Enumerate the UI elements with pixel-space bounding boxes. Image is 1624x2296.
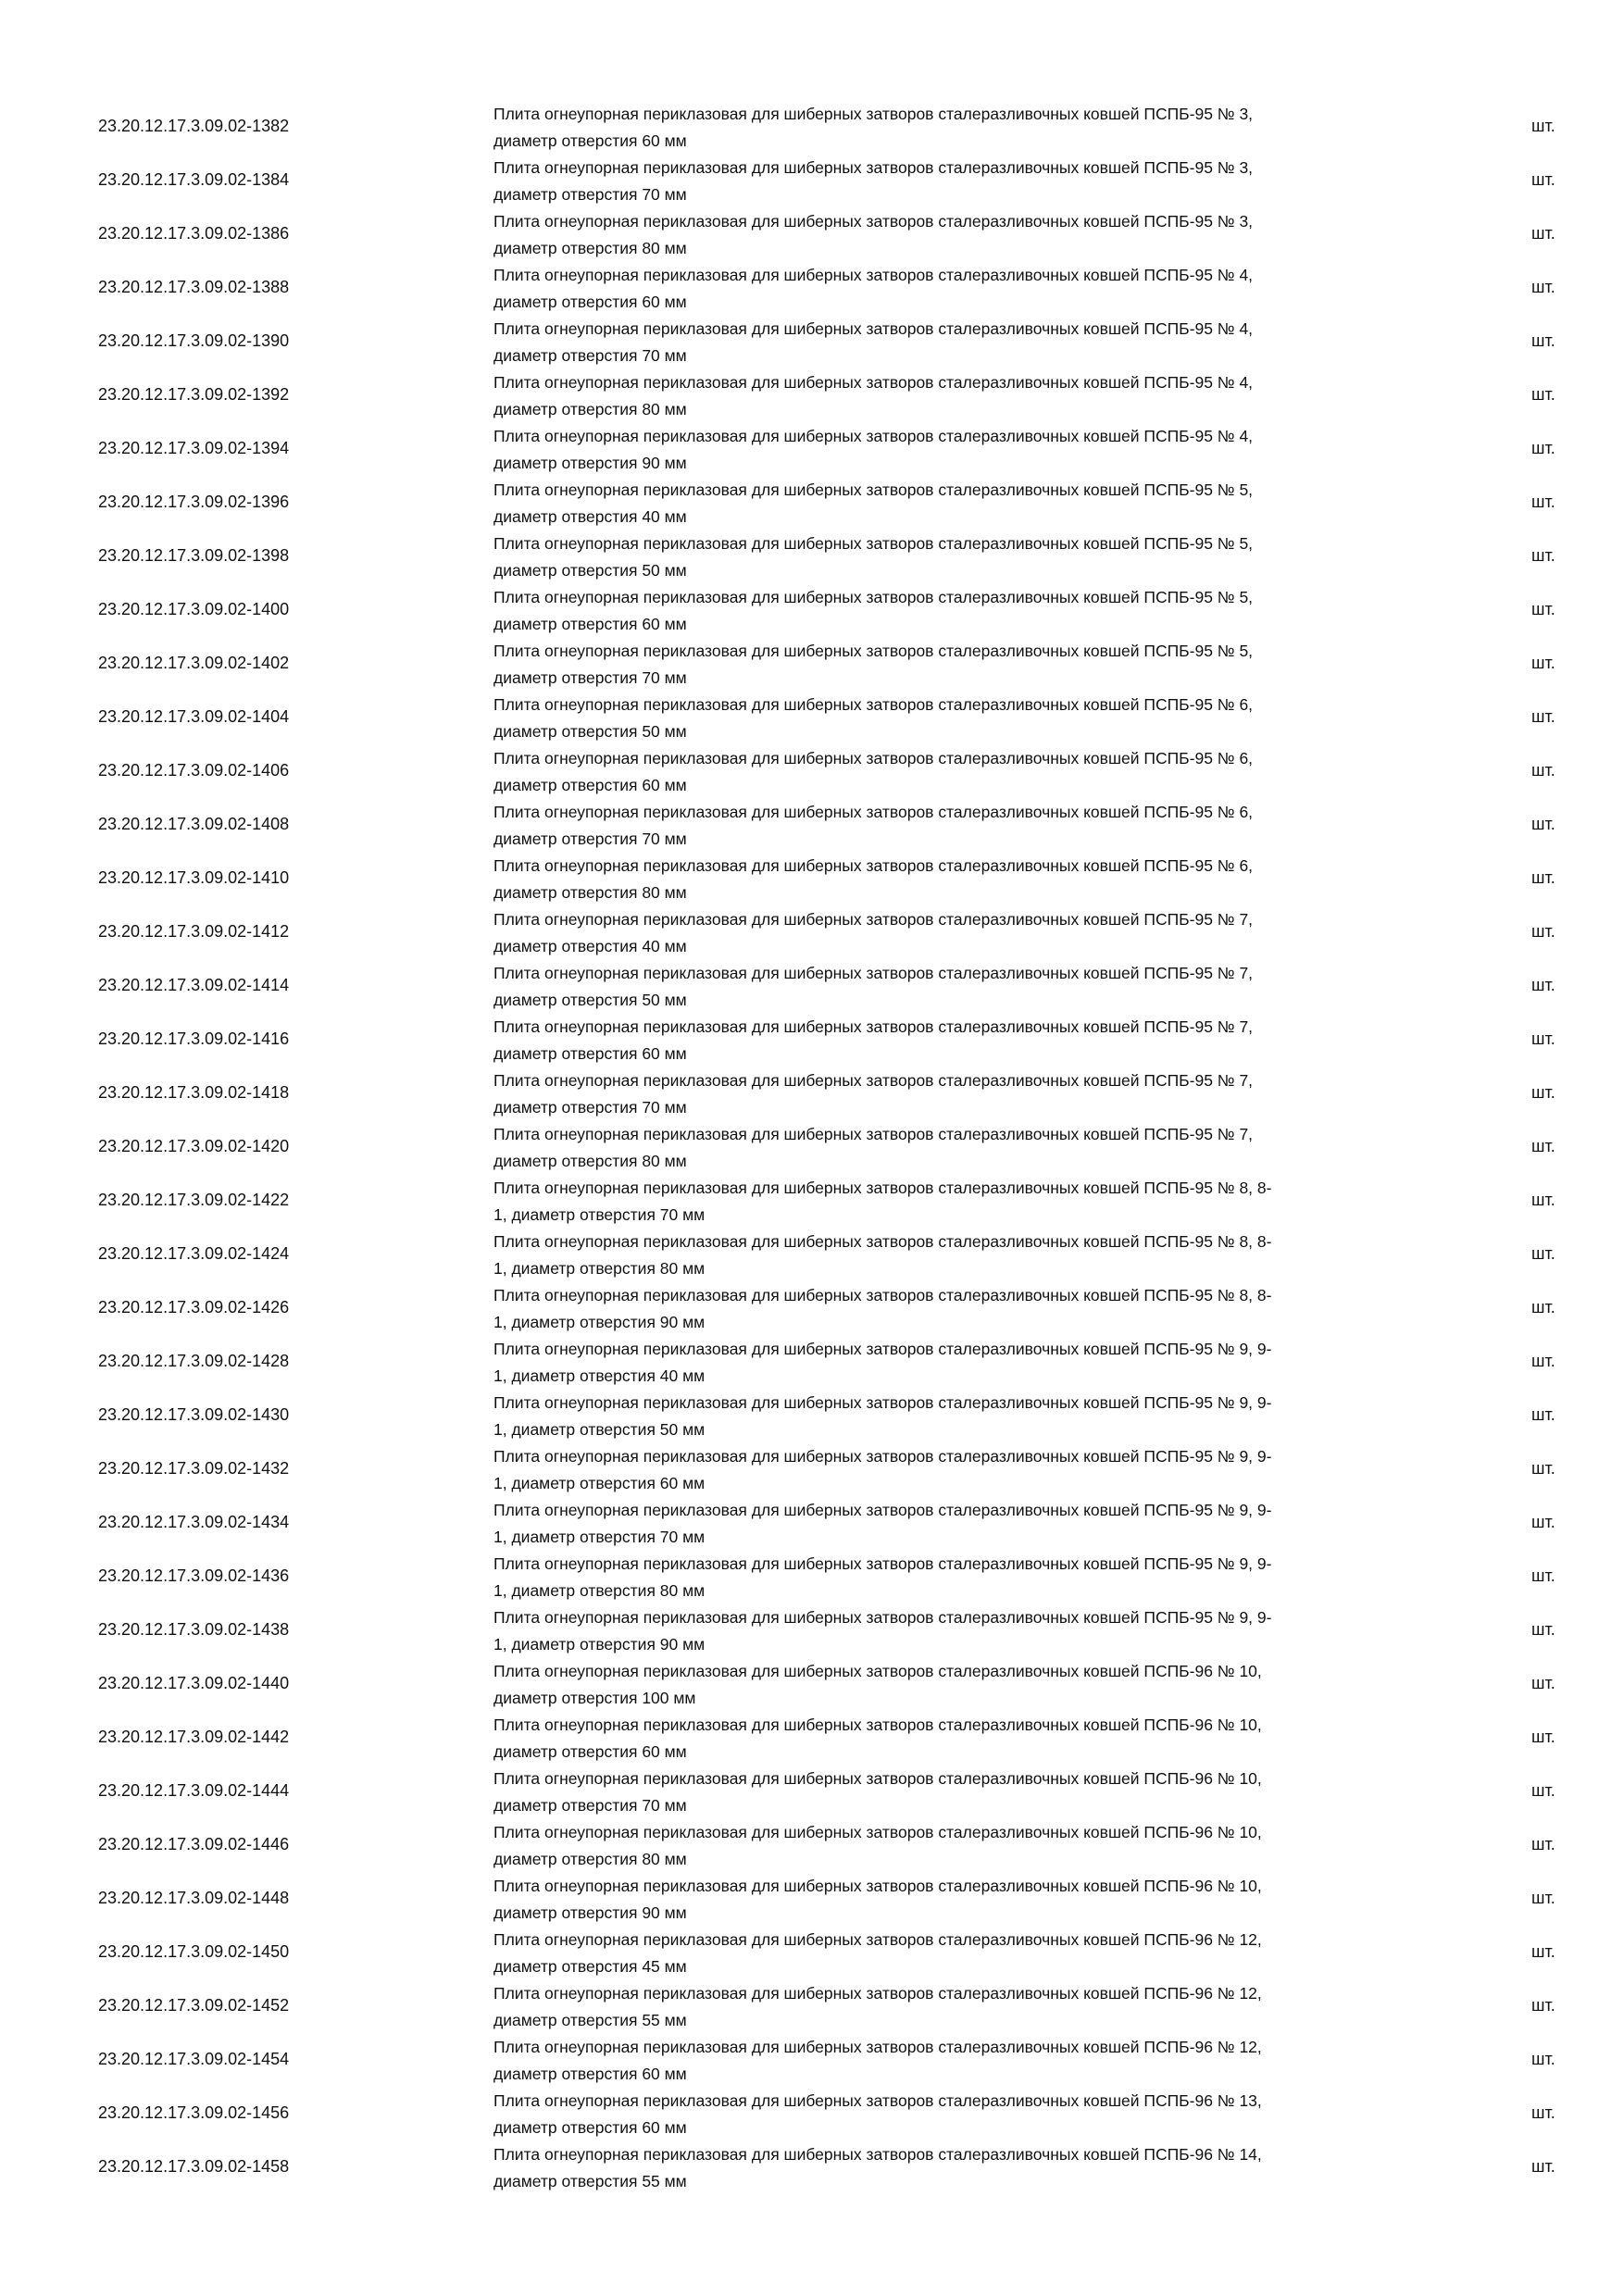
table-row [0, 1012, 1624, 1066]
table-row [0, 368, 1624, 421]
row-unit: шт. [1531, 2049, 1555, 2068]
row-description-line2: диаметр отверстия 60 мм [493, 2065, 687, 2083]
row-description-line2: диаметр отверстия 80 мм [493, 239, 687, 257]
row-description-line2: диаметр отверстия 40 мм [493, 937, 687, 955]
row-description-line2: диаметр отверстия 70 мм [493, 346, 687, 365]
row-description-line1: Плита огнеупорная периклазовая для шиберных затворов сталеразливочных ковшей ПСПБ-96 № 10, [493, 1716, 1262, 1734]
row-description-line2: 1, диаметр отверстия 60 мм [493, 1474, 706, 1492]
row-description [493, 1229, 1466, 1282]
table-row [0, 1925, 1624, 1978]
row-description-line2: диаметр отверстия 70 мм [493, 1098, 687, 1117]
table-row [0, 153, 1624, 206]
row-description [493, 1175, 1466, 1229]
table-row [0, 314, 1624, 368]
row-unit: шт. [1531, 1888, 1555, 1907]
table-row [0, 1388, 1624, 1441]
row-description-line2: 1, диаметр отверстия 90 мм [493, 1313, 706, 1331]
row-unit: шт. [1531, 760, 1555, 780]
row-code: 23.20.12.17.3.09.02-1382 [98, 116, 290, 135]
row-description-line2: 1, диаметр отверстия 90 мм [493, 1635, 706, 1653]
row-unit: шт. [1531, 1995, 1555, 2015]
row-description [493, 1282, 1466, 1336]
table-row [0, 1334, 1624, 1388]
table-row [0, 690, 1624, 743]
table-row [0, 743, 1624, 797]
table-row [0, 260, 1624, 314]
row-unit: шт. [1531, 706, 1555, 726]
row-code: 23.20.12.17.3.09.02-1414 [98, 975, 290, 994]
row-description-line2: диаметр отверстия 100 мм [493, 1689, 696, 1707]
row-unit: шт. [1531, 438, 1555, 457]
row-unit: шт. [1531, 1190, 1555, 1209]
row-description [493, 155, 1466, 208]
table-row [0, 2086, 1624, 2140]
row-unit: шт. [1531, 384, 1555, 404]
row-description [493, 1604, 1466, 1658]
row-code: 23.20.12.17.3.09.02-1402 [98, 653, 290, 672]
row-description [493, 1551, 1466, 1604]
row-unit: шт. [1531, 1136, 1555, 1155]
row-description-line1: Плита огнеупорная периклазовая для шиберных затворов сталеразливочных ковшей ПСПБ-95 № 7, [493, 964, 1254, 982]
row-unit: шт. [1531, 1243, 1555, 1263]
row-description [493, 477, 1466, 530]
row-description-line1: Плита огнеупорная периклазовая для шиберных затворов сталеразливочных ковшей ПСПБ-96 № 12, [493, 1984, 1262, 2003]
row-description [493, 745, 1466, 799]
row-unit: шт. [1531, 545, 1555, 565]
row-description-line2: 1, диаметр отверстия 70 мм [493, 1528, 706, 1546]
table-row [0, 1549, 1624, 1603]
table-row [0, 1173, 1624, 1227]
row-code: 23.20.12.17.3.09.02-1428 [98, 1351, 290, 1370]
row-description-line1: Плита огнеупорная периклазовая для шиберных затворов сталеразливочных ковшей ПСПБ-95 № 3, [493, 158, 1254, 177]
row-unit: шт. [1531, 1619, 1555, 1639]
table-row [0, 1817, 1624, 1871]
row-description-line1: Плита огнеупорная периклазовая для шиберных затворов сталеразливочных ковшей ПСПБ-96 № 10, [493, 1877, 1262, 1895]
table-row [0, 99, 1624, 153]
table-row [0, 1710, 1624, 1764]
row-description-line1: Плита огнеупорная периклазовая для шиберных затворов сталеразливочных ковшей ПСПБ-96 № 12, [493, 1930, 1262, 1949]
table-row [0, 958, 1624, 1012]
row-description-line2: диаметр отверстия 60 мм [493, 2118, 687, 2137]
table-row [0, 206, 1624, 260]
row-code: 23.20.12.17.3.09.02-1450 [98, 1941, 290, 1961]
row-description [493, 584, 1466, 638]
row-code: 23.20.12.17.3.09.02-1452 [98, 1995, 290, 2015]
row-code: 23.20.12.17.3.09.02-1440 [98, 1673, 290, 1692]
row-description [493, 262, 1466, 316]
row-unit: шт. [1531, 492, 1555, 511]
row-description-line1: Плита огнеупорная периклазовая для шиберных затворов сталеразливочных ковшей ПСПБ-95 № 4, [493, 427, 1254, 445]
row-unit: шт. [1531, 2156, 1555, 2176]
table-row [0, 636, 1624, 690]
table-row [0, 1871, 1624, 1925]
row-description-line2: диаметр отверстия 80 мм [493, 400, 687, 418]
row-unit: шт. [1531, 1941, 1555, 1961]
row-description-line1: Плита огнеупорная периклазовая для шиберных затворов сталеразливочных ковшей ПСПБ-95 № 8, 8- [493, 1286, 1272, 1304]
row-code: 23.20.12.17.3.09.02-1408 [98, 814, 290, 833]
row-unit: шт. [1531, 1727, 1555, 1746]
table-row [0, 1119, 1624, 1173]
row-description-line2: диаметр отверстия 50 мм [493, 561, 687, 580]
row-description-line1: Плита огнеупорная периклазовая для шиберных затворов сталеразливочных ковшей ПСПБ-95 № 3, [493, 212, 1254, 231]
row-description-line1: Плита огнеупорная периклазовая для шиберных затворов сталеразливочных ковшей ПСПБ-96 № 10, [493, 1823, 1262, 1841]
row-code: 23.20.12.17.3.09.02-1448 [98, 1888, 290, 1907]
row-code: 23.20.12.17.3.09.02-1416 [98, 1029, 290, 1048]
row-description-line2: диаметр отверстия 60 мм [493, 776, 687, 794]
row-description-line2: диаметр отверстия 50 мм [493, 991, 687, 1009]
price-table [0, 99, 1624, 2193]
row-description-line2: диаметр отверстия 90 мм [493, 454, 687, 472]
row-description [493, 960, 1466, 1014]
row-code: 23.20.12.17.3.09.02-1422 [98, 1190, 290, 1209]
row-description-line2: диаметр отверстия 70 мм [493, 185, 687, 204]
row-description-line2: диаметр отверстия 70 мм [493, 1796, 687, 1815]
row-code: 23.20.12.17.3.09.02-1418 [98, 1082, 290, 1102]
row-description [493, 2034, 1466, 2088]
table-row [0, 475, 1624, 529]
row-description-line1: Плита огнеупорная периклазовая для шиберных затворов сталеразливочных ковшей ПСПБ-95 № 9, 9- [493, 1554, 1272, 1573]
row-unit: шт. [1531, 1404, 1555, 1424]
row-description [493, 1927, 1466, 1980]
row-description-line1: Плита огнеупорная периклазовая для шиберных затворов сталеразливочных ковшей ПСПБ-95 № 9, 9- [493, 1447, 1272, 1466]
row-description-line1: Плита огнеупорная периклазовая для шиберных затворов сталеразливочных ковшей ПСПБ-95 № 9, 9- [493, 1608, 1272, 1627]
row-description [493, 1658, 1466, 1712]
row-unit: шт. [1531, 1458, 1555, 1478]
row-description [493, 1819, 1466, 1873]
row-description [493, 2141, 1466, 2195]
table-row [0, 582, 1624, 636]
row-unit: шт. [1531, 814, 1555, 833]
row-code: 23.20.12.17.3.09.02-1444 [98, 1780, 290, 1800]
row-unit: шт. [1531, 1029, 1555, 1048]
row-code: 23.20.12.17.3.09.02-1396 [98, 492, 290, 511]
row-description-line2: 1, диаметр отверстия 80 мм [493, 1259, 706, 1278]
row-description-line1: Плита огнеупорная периклазовая для шиберных затворов сталеразливочных ковшей ПСПБ-95 № 4, [493, 266, 1254, 284]
row-description-line2: диаметр отверстия 55 мм [493, 2172, 687, 2190]
row-unit: шт. [1531, 169, 1555, 189]
table-row [0, 905, 1624, 958]
row-description-line1: Плита огнеупорная периклазовая для шиберных затворов сталеразливочных ковшей ПСПБ-95 № 3, [493, 105, 1254, 123]
row-description-line1: Плита огнеупорная периклазовая для шиберных затворов сталеразливочных ковшей ПСПБ-95 № 8, 8- [493, 1179, 1272, 1197]
row-description-line2: диаметр отверстия 55 мм [493, 2011, 687, 2029]
row-description-line1: Плита огнеупорная периклазовая для шиберных затворов сталеразливочных ковшей ПСПБ-95 № 6, [493, 749, 1254, 767]
row-description [493, 101, 1466, 155]
row-description-line2: 1, диаметр отверстия 40 мм [493, 1366, 706, 1385]
row-unit: шт. [1531, 1566, 1555, 1585]
row-description [493, 638, 1466, 692]
row-code: 23.20.12.17.3.09.02-1424 [98, 1243, 290, 1263]
row-code: 23.20.12.17.3.09.02-1412 [98, 921, 290, 941]
table-row [0, 1656, 1624, 1710]
row-code: 23.20.12.17.3.09.02-1420 [98, 1136, 290, 1155]
table-row [0, 1280, 1624, 1334]
row-description-line1: Плита огнеупорная периклазовая для шиберных затворов сталеразливочных ковшей ПСПБ-96 № 13, [493, 2091, 1262, 2110]
row-code: 23.20.12.17.3.09.02-1430 [98, 1404, 290, 1424]
row-description-line1: Плита огнеупорная периклазовая для шиберных затворов сталеразливочных ковшей ПСПБ-95 № 5, [493, 480, 1254, 499]
row-description [493, 1067, 1466, 1121]
row-description [493, 906, 1466, 960]
row-description-line2: диаметр отверстия 70 мм [493, 830, 687, 848]
row-description-line1: Плита огнеупорная периклазовая для шиберных затворов сталеразливочных ковшей ПСПБ-95 № 9, 9- [493, 1340, 1272, 1358]
row-description-line1: Плита огнеупорная периклазовая для шиберных затворов сталеразливочных ковшей ПСПБ-95 № 8, 8- [493, 1232, 1272, 1251]
table-row [0, 2032, 1624, 2086]
row-code: 23.20.12.17.3.09.02-1432 [98, 1458, 290, 1478]
row-unit: шт. [1531, 921, 1555, 941]
row-unit: шт. [1531, 1780, 1555, 1800]
row-description-line2: диаметр отверстия 60 мм [493, 615, 687, 633]
row-description-line1: Плита огнеупорная периклазовая для шиберных затворов сталеразливочных ковшей ПСПБ-95 № 4, [493, 319, 1254, 338]
table-row [0, 1066, 1624, 1119]
row-description-line1: Плита огнеупорная периклазовая для шиберных затворов сталеразливочных ковшей ПСПБ-95 № 4, [493, 373, 1254, 392]
row-description [493, 1443, 1466, 1497]
row-code: 23.20.12.17.3.09.02-1400 [98, 599, 290, 618]
row-description-line1: Плита огнеупорная периклазовая для шиберных затворов сталеразливочных ковшей ПСПБ-95 № 7, [493, 1017, 1254, 1036]
row-code: 23.20.12.17.3.09.02-1442 [98, 1727, 290, 1746]
row-code: 23.20.12.17.3.09.02-1388 [98, 277, 290, 296]
row-code: 23.20.12.17.3.09.02-1392 [98, 384, 290, 404]
table-row [0, 1978, 1624, 2032]
row-unit: шт. [1531, 1082, 1555, 1102]
row-description-line1: Плита огнеупорная периклазовая для шиберных затворов сталеразливочных ковшей ПСПБ-95 № 7, [493, 1071, 1254, 1090]
table-row [0, 851, 1624, 905]
row-description-line2: диаметр отверстия 40 мм [493, 507, 687, 526]
row-description-line2: диаметр отверстия 80 мм [493, 1152, 687, 1170]
table-row [0, 529, 1624, 582]
row-description-line2: 1, диаметр отверстия 50 мм [493, 1420, 706, 1439]
table-row [0, 797, 1624, 851]
row-description [493, 1766, 1466, 1819]
row-code: 23.20.12.17.3.09.02-1434 [98, 1512, 290, 1531]
row-description [493, 2088, 1466, 2141]
row-description-line2: диаметр отверстия 60 мм [493, 293, 687, 311]
row-description-line1: Плита огнеупорная периклазовая для шиберных затворов сталеразливочных ковшей ПСПБ-95 № 9, 9- [493, 1393, 1272, 1412]
row-unit: шт. [1531, 1351, 1555, 1370]
row-description-line1: Плита огнеупорная периклазовая для шиберных затворов сталеразливочных ковшей ПСПБ-95 № 6, [493, 695, 1254, 714]
row-unit: шт. [1531, 1834, 1555, 1853]
row-description-line2: диаметр отверстия 60 мм [493, 131, 687, 150]
table-row [0, 1227, 1624, 1280]
row-description-line2: диаметр отверстия 70 мм [493, 668, 687, 687]
row-code: 23.20.12.17.3.09.02-1404 [98, 706, 290, 726]
row-description [493, 1712, 1466, 1766]
row-unit: шт. [1531, 1673, 1555, 1692]
row-unit: шт. [1531, 653, 1555, 672]
row-description [493, 208, 1466, 262]
row-unit: шт. [1531, 599, 1555, 618]
row-unit: шт. [1531, 116, 1555, 135]
row-description [493, 530, 1466, 584]
row-description-line1: Плита огнеупорная периклазовая для шиберных затворов сталеразливочных ковшей ПСПБ-95 № 6, [493, 803, 1254, 821]
row-code: 23.20.12.17.3.09.02-1406 [98, 760, 290, 780]
row-description-line1: Плита огнеупорная периклазовая для шиберных затворов сталеразливочных ковшей ПСПБ-96 № 10, [493, 1662, 1262, 1680]
row-description [493, 692, 1466, 745]
row-code: 23.20.12.17.3.09.02-1398 [98, 545, 290, 565]
row-description [493, 369, 1466, 423]
row-unit: шт. [1531, 331, 1555, 350]
row-description-line2: диаметр отверстия 60 мм [493, 1742, 687, 1761]
row-code: 23.20.12.17.3.09.02-1458 [98, 2156, 290, 2176]
row-description-line1: Плита огнеупорная периклазовая для шиберных затворов сталеразливочных ковшей ПСПБ-95 № 9, 9- [493, 1501, 1272, 1519]
row-code: 23.20.12.17.3.09.02-1438 [98, 1619, 290, 1639]
row-description [493, 1121, 1466, 1175]
row-description [493, 423, 1466, 477]
row-code: 23.20.12.17.3.09.02-1386 [98, 223, 290, 243]
row-code: 23.20.12.17.3.09.02-1394 [98, 438, 290, 457]
table-row [0, 1441, 1624, 1495]
row-description [493, 1336, 1466, 1390]
row-unit: шт. [1531, 975, 1555, 994]
row-unit: шт. [1531, 1512, 1555, 1531]
row-description [493, 1014, 1466, 1067]
row-description-line2: диаметр отверстия 45 мм [493, 1957, 687, 1976]
row-description-line2: диаметр отверстия 50 мм [493, 722, 687, 741]
row-description-line1: Плита огнеупорная периклазовая для шиберных затворов сталеразливочных ковшей ПСПБ-96 № 10, [493, 1769, 1262, 1788]
row-unit: шт. [1531, 277, 1555, 296]
table-row [0, 2140, 1624, 2193]
row-unit: шт. [1531, 223, 1555, 243]
row-description [493, 1390, 1466, 1443]
row-description-line1: Плита огнеупорная периклазовая для шиберных затворов сталеразливочных ковшей ПСПБ-95 № 5, [493, 588, 1254, 606]
row-description-line1: Плита огнеупорная периклазовая для шиберных затворов сталеразливочных ковшей ПСПБ-96 № 12, [493, 2038, 1262, 2056]
row-description [493, 1873, 1466, 1927]
row-description [493, 799, 1466, 853]
row-description-line2: 1, диаметр отверстия 80 мм [493, 1581, 706, 1600]
row-description [493, 1497, 1466, 1551]
table-row [0, 421, 1624, 475]
row-description-line1: Плита огнеупорная периклазовая для шиберных затворов сталеразливочных ковшей ПСПБ-95 № 5, [493, 534, 1254, 553]
row-description-line2: диаметр отверстия 80 мм [493, 1850, 687, 1868]
row-description-line1: Плита огнеупорная периклазовая для шиберных затворов сталеразливочных ковшей ПСПБ-95 № 7, [493, 910, 1254, 929]
row-description-line1: Плита огнеупорная периклазовая для шиберных затворов сталеразливочных ковшей ПСПБ-96 № 14, [493, 2145, 1262, 2164]
row-description [493, 316, 1466, 369]
row-description-line2: диаметр отверстия 80 мм [493, 883, 687, 902]
row-code: 23.20.12.17.3.09.02-1456 [98, 2103, 290, 2122]
row-description-line1: Плита огнеупорная периклазовая для шиберных затворов сталеразливочных ковшей ПСПБ-95 № 6, [493, 856, 1254, 875]
row-code: 23.20.12.17.3.09.02-1410 [98, 867, 290, 887]
table-row [0, 1764, 1624, 1817]
row-code: 23.20.12.17.3.09.02-1390 [98, 331, 290, 350]
row-unit: шт. [1531, 2103, 1555, 2122]
row-unit: шт. [1531, 1297, 1555, 1316]
row-code: 23.20.12.17.3.09.02-1454 [98, 2049, 290, 2068]
row-description-line1: Плита огнеупорная периклазовая для шиберных затворов сталеразливочных ковшей ПСПБ-95 № 7, [493, 1125, 1254, 1143]
row-code: 23.20.12.17.3.09.02-1384 [98, 169, 290, 189]
row-code: 23.20.12.17.3.09.02-1426 [98, 1297, 290, 1316]
row-code: 23.20.12.17.3.09.02-1446 [98, 1834, 290, 1853]
row-description-line2: 1, диаметр отверстия 70 мм [493, 1205, 706, 1224]
table-row [0, 1495, 1624, 1549]
row-description [493, 1980, 1466, 2034]
row-description-line2: диаметр отверстия 60 мм [493, 1044, 687, 1063]
table-row [0, 1603, 1624, 1656]
row-description [493, 853, 1466, 906]
row-description-line1: Плита огнеупорная периклазовая для шиберных затворов сталеразливочных ковшей ПСПБ-95 № 5, [493, 642, 1254, 660]
row-description-line2: диаметр отверстия 90 мм [493, 1903, 687, 1922]
row-code: 23.20.12.17.3.09.02-1436 [98, 1566, 290, 1585]
row-unit: шт. [1531, 867, 1555, 887]
